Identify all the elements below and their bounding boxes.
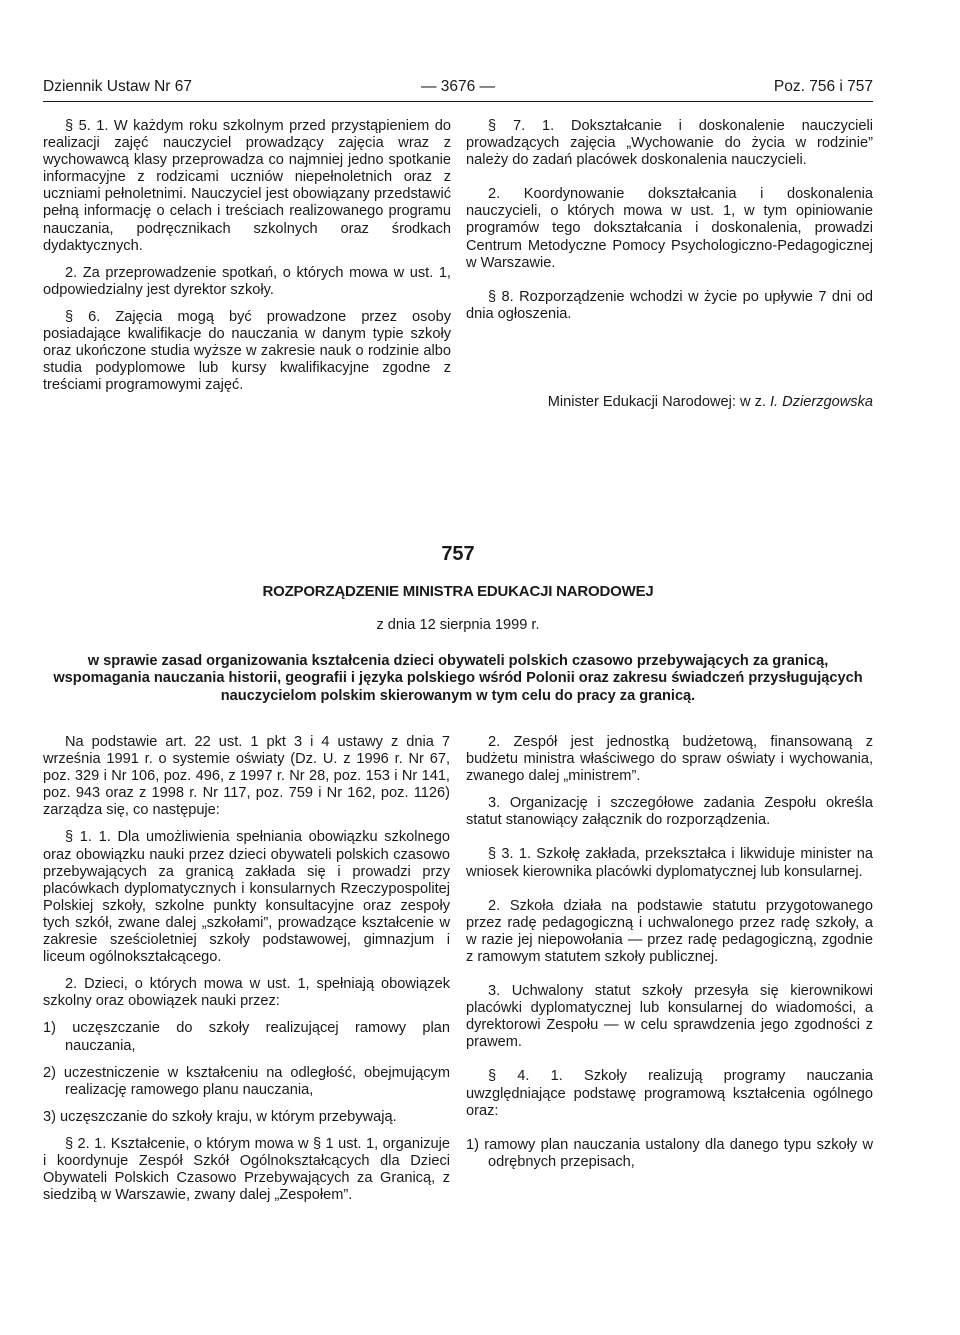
act-title: ROZPORZĄDZENIE MINISTRA EDUKACJI NARODOWEJ: [262, 583, 654, 600]
paragraph-3-1: § 3. 1. Szkołę zakłada, przekształca i likwiduje minister na wniosek kierownika placówki dyplomatycznej lub konsularnej.: [466, 846, 873, 880]
paragraph-7-2: 2. Koordynowanie dokształcania i doskonalenia nauczycieli, o których mowa w ust. 1, w tym opiniowanie programów tego dokształcania i doskonalenia, prowadzi Centrum Metodyczne Pomocy Psychologiczno-Pedagogicznej w Warszawie.: [466, 186, 873, 271]
paragraph-5-2: 2. Za przeprowadzenie spotkań, o których mowa w ust. 1, odpowiedzialny jest dyrektor szkoły.: [43, 264, 451, 298]
list-item: 1) ramowy plan nauczania ustalony dla danego typu szkoły w odrębnych przepisach,: [466, 1136, 873, 1170]
list-item: 1) uczęszczanie do szkoły realizującej ramowy plan nauczania,: [43, 1020, 450, 1054]
paragraph-6: § 6. Zajęcia mogą być prowadzone przez osoby posiadające kwalifikacje do nauczania w danym typie szkoły oraz ukończone studia wyższe w zakresie nauk o rodzinie albo studia podyplomowe lub kursy kwalifikacyjne zgodne z treściami programowymi zajęć.: [43, 308, 451, 394]
signature-role: Minister Edukacji Narodowej: w z.: [547, 394, 766, 410]
paragraph-1-2: 2. Dzieci, o których mowa w ust. 1, spełniają obowiązek szkolny oraz obowiązek nauki przez:: [43, 976, 450, 1010]
doc757-left-column: [43, 734, 450, 1204]
doc756-left-column: [43, 118, 451, 394]
running-header: [43, 78, 873, 100]
paragraph-7-1: § 7. 1. Dokształcanie i doskonalenie nauczycieli prowadzących zajęcia „Wychowanie do życia w rodzinie” należy do zadań placówek doskonalenia nauczycieli.: [466, 118, 873, 169]
act-subject: w sprawie zasad organizowania kształcenia dzieci obywateli polskich czasowo przebywających za granicą, wspomagania nauczania historii, geografii i języka polskiego wśród Polonii oraz zakresu świadczeń przysługujących nauczycielom polskim skierowanym w tym celu do pracy za granicą.: [53, 653, 863, 704]
paragraph-8: § 8. Rozporządzenie wchodzi w życie po upływie 7 dni od dnia ogłoszenia.: [466, 288, 873, 322]
doc756-right-column: [466, 118, 873, 323]
list-item: 3) uczęszczanie do szkoły kraju, w którym przebywają.: [43, 1108, 397, 1125]
act-number: 757: [441, 543, 475, 565]
paragraph-2-3: 3. Organizację i szczegółowe zadania Zespołu określa statut stanowiący załącznik do rozporządzenia.: [466, 795, 873, 829]
paragraph-2-2: 2. Zespół jest jednostką budżetową, finansowaną z budżetu ministra właściwego do spraw oświaty i wychowania, zwanego dalej „ministrem”.: [466, 734, 873, 785]
list-item: 2) uczestniczenie w kształceniu na odległość, obejmującym realizację ramowego planu nauczania,: [43, 1064, 450, 1098]
signature-name: I. Dzierzgowska: [770, 394, 873, 410]
legal-basis: Na podstawie art. 22 ust. 1 pkt 3 i 4 ustawy z dnia 7 września 1991 r. o systemie oświaty (Dz. U. z 1996 r. Nr 67, poz. 329 i Nr 106, poz. 496, z 1997 r. Nr 28, poz. 153 i Nr 141, poz. 943 oraz z 1998 r. Nr 117, poz. 759 i Nr 162, poz. 1126) zarządza się, co następuje:: [43, 734, 450, 819]
paragraph-5-1: § 5. 1. W każdym roku szkolnym przed przystąpieniem do realizacji zajęć nauczyciel prowadzący zajęcia wraz z wychowawcą klasy przeprowadza co najmniej jedno spotkanie informacyjne z rodzicami uczniów niepełnoletnich oraz z uczniami pełnoletnimi. Nauczyciel jest obowiązany przedstawić pełną informację o celach i treściach realizowanego programu nauczania, podręcznikach szkolnych oraz środkach dydaktycznych.: [43, 118, 451, 254]
position-reference: Poz. 756 i 757: [773, 78, 873, 95]
paragraph-3-2: 2. Szkoła działa na podstawie statutu przygotowanego przez radę pedagogiczną i uchwalonego przez radę szkoły, a w razie jej niepowołania — przez radę pedagogiczną, zgodnie z ramowym statutem szkoły publicznej.: [466, 897, 873, 965]
signature-line: [466, 394, 873, 410]
journal-title: Dziennik Ustaw Nr 67: [43, 78, 193, 95]
page-number: — 3676 —: [420, 78, 496, 95]
header-rule: [43, 101, 873, 102]
doc757-right-column: [466, 734, 873, 1171]
act-date: z dnia 12 sierpnia 1999 r.: [376, 617, 540, 633]
paragraph-3-3: 3. Uchwalony statut szkoły przesyła się kierownikowi placówki dyplomatycznej lub konsularnej do wiadomości, a dyrektorowi Zespołu — w celu sprawdzenia jego zgodności z prawem.: [466, 983, 873, 1051]
paragraph-1-1: § 1. 1. Dla umożliwienia spełniania obowiązku szkolnego oraz obowiązku nauki przez dzieci obywateli polskich czasowo przebywających za granicą zakłada się i prowadzi przy placówkach dyplomatycznych i konsularnych Rzeczypospolitej Polskiej szkoły, szkolne punkty konsultacyjne oraz zespoły tych szkół, zwane dalej „szkołami”, prowadzące kształcenie w zakresie sześcioletniej szkoły podstawowej, gimnazjum i liceum ogólnokształcącego.: [43, 829, 450, 966]
paragraph-2-1: § 2. 1. Kształcenie, o którym mowa w § 1 ust. 1, organizuje i koordynuje Zespół Szkół Ogólnokształcących dla Dzieci Obywateli Polskich Czasowo Przebywających za Granicą, z siedzibą w Warszawie, zwany dalej „Zespołem”.: [43, 1135, 450, 1204]
paragraph-4-1: § 4. 1. Szkoły realizują programy nauczania uwzględniające podstawę programową kształcenia ogólnego oraz:: [466, 1068, 873, 1119]
